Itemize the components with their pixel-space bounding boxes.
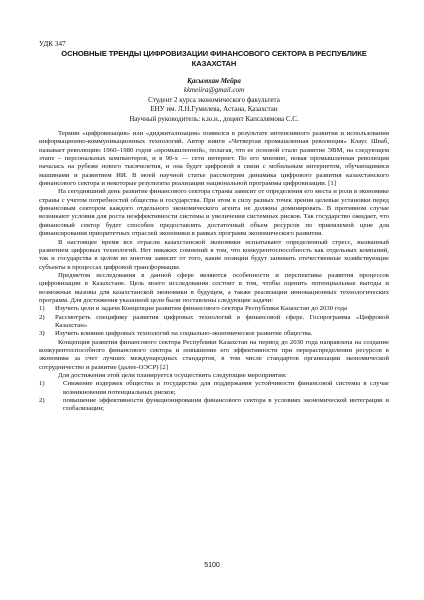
list-item-text: повышение эффективности функционирования финансового сектора в условиях экономической интеграции и глобализации; bbox=[63, 397, 389, 413]
list-item-number: 2) bbox=[39, 397, 45, 405]
author-affiliation-2: ЕНУ им. Л.Н.Гумилева, Астана, Казахстан bbox=[150, 105, 278, 114]
list-item-text: Снижение издержек общества и государства для поддержания устойчивости финансовой системы в случае возникновения потенциальных рисков; bbox=[63, 380, 389, 396]
paragraph-3: В настоящее время все отрасли казахстанской экономики испытывают определенный стресс, вызванный развитием цифровых технологий. Нет никаких сомнений в том, что конкурентоспособность как отдельных компаний, так и государства в целом во многом зависит от того, какие позиции будут занимать отечественные хозяйствующие субъекты в процессах цифровой трансформации. bbox=[39, 238, 389, 271]
list-item bbox=[39, 380, 389, 397]
list-item bbox=[39, 305, 389, 313]
paragraph-1: Термин «цифровизация» или «диджитализация» появился в результате интенсивного развития и использования информационно-коммуникационных технологий. Автор книги «Четвертая промышленная революция» Клаус Шваб, называет революцию 1960–1980 годов «промышленной», полагая, что ее основой стало развитие ЭВМ, на следующем этапе – персональных компьютеров, и в 90-х — сети интернет. По его мнению, новая промышленная революция началась на рубеже нового тысячелетия, и она будет цифровой в связи с мобильным интернетом, обучающимися машинами и развитием ИИ. В моей научной статье рассмотрим динамика цифрового развития казахстанского финансового сектора и некоторые результаты реализации национальной программы цифровизации. [1] bbox=[39, 130, 389, 188]
author-email: kkmeiira@gmail.com bbox=[183, 86, 245, 95]
list-item bbox=[39, 314, 389, 331]
list-item-number: 1) bbox=[39, 380, 45, 388]
paragraph-4: Предметом исследования в данной сфере являются особенности и перспективы развития процессов цифровизации в Казахстане. Цель моего исследования состоит в том, чтобы оценить потенциальные выгоды и возможные вызовы для казахстанской экономики в будущем, а также реализации инновационных технологических программ. Для достижения указанной цели были поставлены следующие задачи: bbox=[39, 271, 389, 304]
list-item bbox=[39, 397, 389, 414]
measures-list bbox=[39, 380, 389, 413]
paper-title-line1: ОСНОВНЫЕ ТРЕНДЫ ЦИФРОВИЗАЦИИ ФИНАНСОВОГО СЕКТОРА В РЕСПУБЛИКЕ bbox=[61, 49, 367, 58]
list-item-number: 3) bbox=[39, 330, 45, 338]
paragraph-5: Концепция развития финансового сектора Республики Казахстан на период до 2030 года направлена на создание конкурентоспособного финансового сектора и повышение его эффективности при перераспределении ресурсов в экономике за счет лучших международных стандартов, в том числе стандартов организации экономической сотрудничество и развитие (далее-ОЭСР) [2] bbox=[39, 338, 389, 371]
tasks-list bbox=[39, 305, 389, 338]
author-name: Қасымхан Мейра bbox=[187, 77, 241, 85]
paper-page bbox=[39, 40, 389, 414]
author-block bbox=[39, 77, 389, 124]
list-item-number: 2) bbox=[39, 313, 45, 321]
list-item-text: Изучить влияние цифровых технологий на социально-экономическое развитие общества. bbox=[55, 330, 313, 338]
list-item-number: 1) bbox=[39, 305, 45, 313]
author-supervisor: Научный руководитель: к.ю.н., доцент Капсалямова С.С. bbox=[129, 114, 299, 123]
paragraph-6: Для достижения этой цели планируется осуществить следующие мероприятия: bbox=[58, 372, 287, 379]
list-item-text: Рассмотреть специфику развития цифровых технологий в финансовой сфере. Госпрограмма «Цифровой Казахстан» bbox=[55, 313, 389, 329]
page-number: 5100 bbox=[204, 562, 220, 569]
list-item-text: Изучить цели и задачи Концепции развития финансового сектора Республики Казахстан до 2030 года bbox=[55, 305, 348, 313]
paper-title-line2: КАЗАХСТАН bbox=[191, 59, 237, 68]
author-affiliation-1: Студент 2 курса экономического факультета bbox=[148, 95, 280, 104]
body-text bbox=[39, 130, 389, 414]
udk-code: УДК 347 bbox=[39, 40, 66, 48]
list-item bbox=[39, 330, 389, 338]
paper-title bbox=[39, 49, 389, 69]
paragraph-2: На сегодняшний день развитие финансового сектора страны зависит от определения его места и роли в экономике страны с учетом потребностей общества и государства. При этом в силу разных точек зрения целевые установки перед финансовым сектором каждого отдельного экономического агента не должны доминировать. В противном случае возникают условия для роста неэффективности системы и увеличения системных рисков. Так государство ожидает, что финансовый сектор будет способен предоставлять достаточный объем ресурсов по приемлемой цене для финансирования приоритетных отраслей экономики в рамках программ экономического развития. bbox=[39, 188, 389, 238]
